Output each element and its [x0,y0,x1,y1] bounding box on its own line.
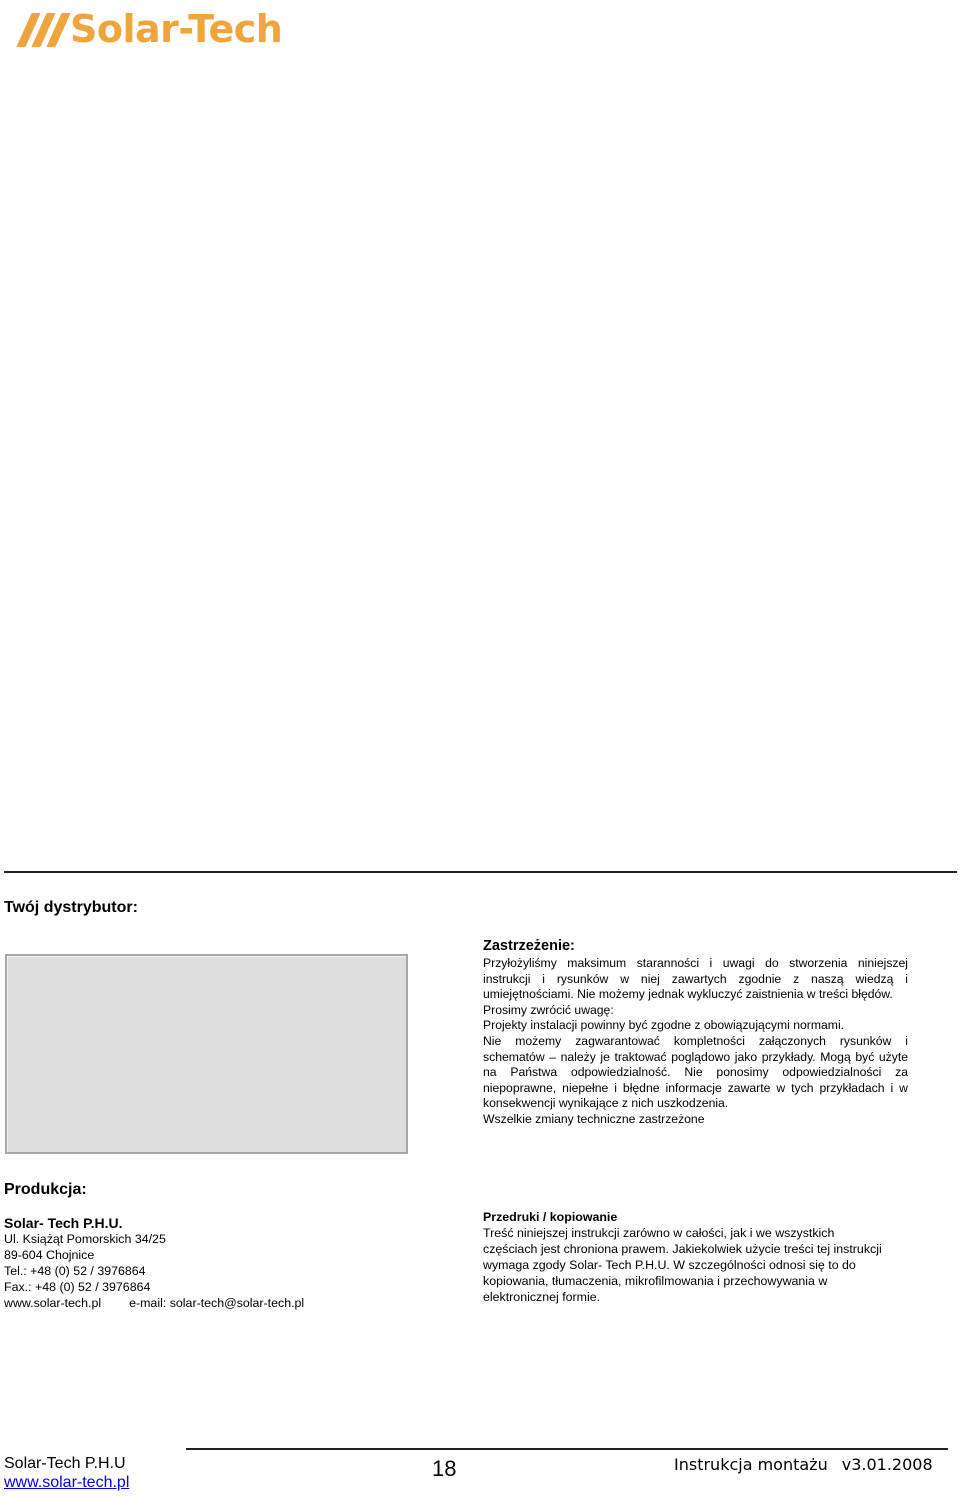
company-contact-line [4,1296,304,1312]
disclaimer-paragraph: Wszelkie zmiany techniczne zastrzeżone [483,1111,705,1126]
disclaimer-paragraph: Przyłożyliśmy maksimum staranności i uwagi do stworzenia niniejszej instrukcji i rysunków w niej zawartych zgodnie z naszą wiedzą i umiejętnościami. Nie możemy jednak wykluczyć zaistnienia w treści błędów. [483,956,908,1002]
reprint-title: Przedruki / kopiowanie [483,1210,618,1224]
disclaimer-paragraph: Prosimy zwrócić uwagę: [483,1002,614,1017]
company-address-city: 89-604 Chojnice [4,1247,95,1262]
footer-left [4,1454,129,1492]
reprint-text: Treść niniejszej instrukcji zarówno w całości, jak i we wszystkich częściach jest chroniona prawem. Jakiekolwiek użycie treści tej instrukcji wymaga zgody Solar- Tech P.H.U. W szczególności odnosi się to do kopiowania, tłumaczenia, mikrofilmowania i przechowywania w elektronicznej formie. [483,1225,882,1304]
company-email[interactable]: e-mail: solar-tech@solar-tech.pl [129,1295,305,1310]
footer-company: Solar-Tech P.H.U [4,1455,126,1472]
brand-logo [10,8,282,50]
company-phone: Tel.: +48 (0) 52 / 3976864 [4,1263,146,1278]
footer-doc-title: Instrukcja montażu [674,1455,828,1474]
reprint-section [483,1210,883,1305]
distributor-stamp-box [5,954,408,1154]
company-address-street: Ul. Książąt Pomorskich 34/25 [4,1232,166,1246]
disclaimer-section [483,937,908,1128]
logo-text: Solar-Tech [70,7,283,51]
disclaimer-paragraph: Nie możemy zagwarantować kompletności załączonych rysunków i schematów – należy je traktować poglądowo jako przykłady. Mogą być użyte na Państwa odpowiedzialność. Nie ponosimy odpowiedzialności za niepoprawne, niepełne i błędne informacje zawarte w tych przykładach i w konsekwencji wynikające z nich uszkodzenia. [483,1033,908,1111]
footer-divider [186,1448,948,1450]
footer-website-link[interactable]: www.solar-tech.pl [4,1474,130,1491]
disclaimer-title: Zastrzeżenie: [483,938,575,954]
logo-stripes-icon [10,9,68,49]
production-label: Produkcja: [4,1181,87,1198]
footer-right [674,1455,933,1474]
divider-top [4,871,957,873]
disclaimer-paragraph: Projekty instalacji powinny być zgodne z obowiązującymi normami. [483,1018,845,1033]
footer-version: v3.01.2008 [841,1455,933,1474]
company-fax: Fax.: +48 (0) 52 / 3976864 [4,1279,151,1294]
page-number: 18 [432,1456,457,1481]
company-website[interactable]: www.solar-tech.pl [4,1295,102,1310]
company-name: Solar- Tech P.H.U. [4,1215,123,1231]
company-info [4,1214,304,1312]
distributor-label: Twój dystrybutor: [4,899,138,916]
